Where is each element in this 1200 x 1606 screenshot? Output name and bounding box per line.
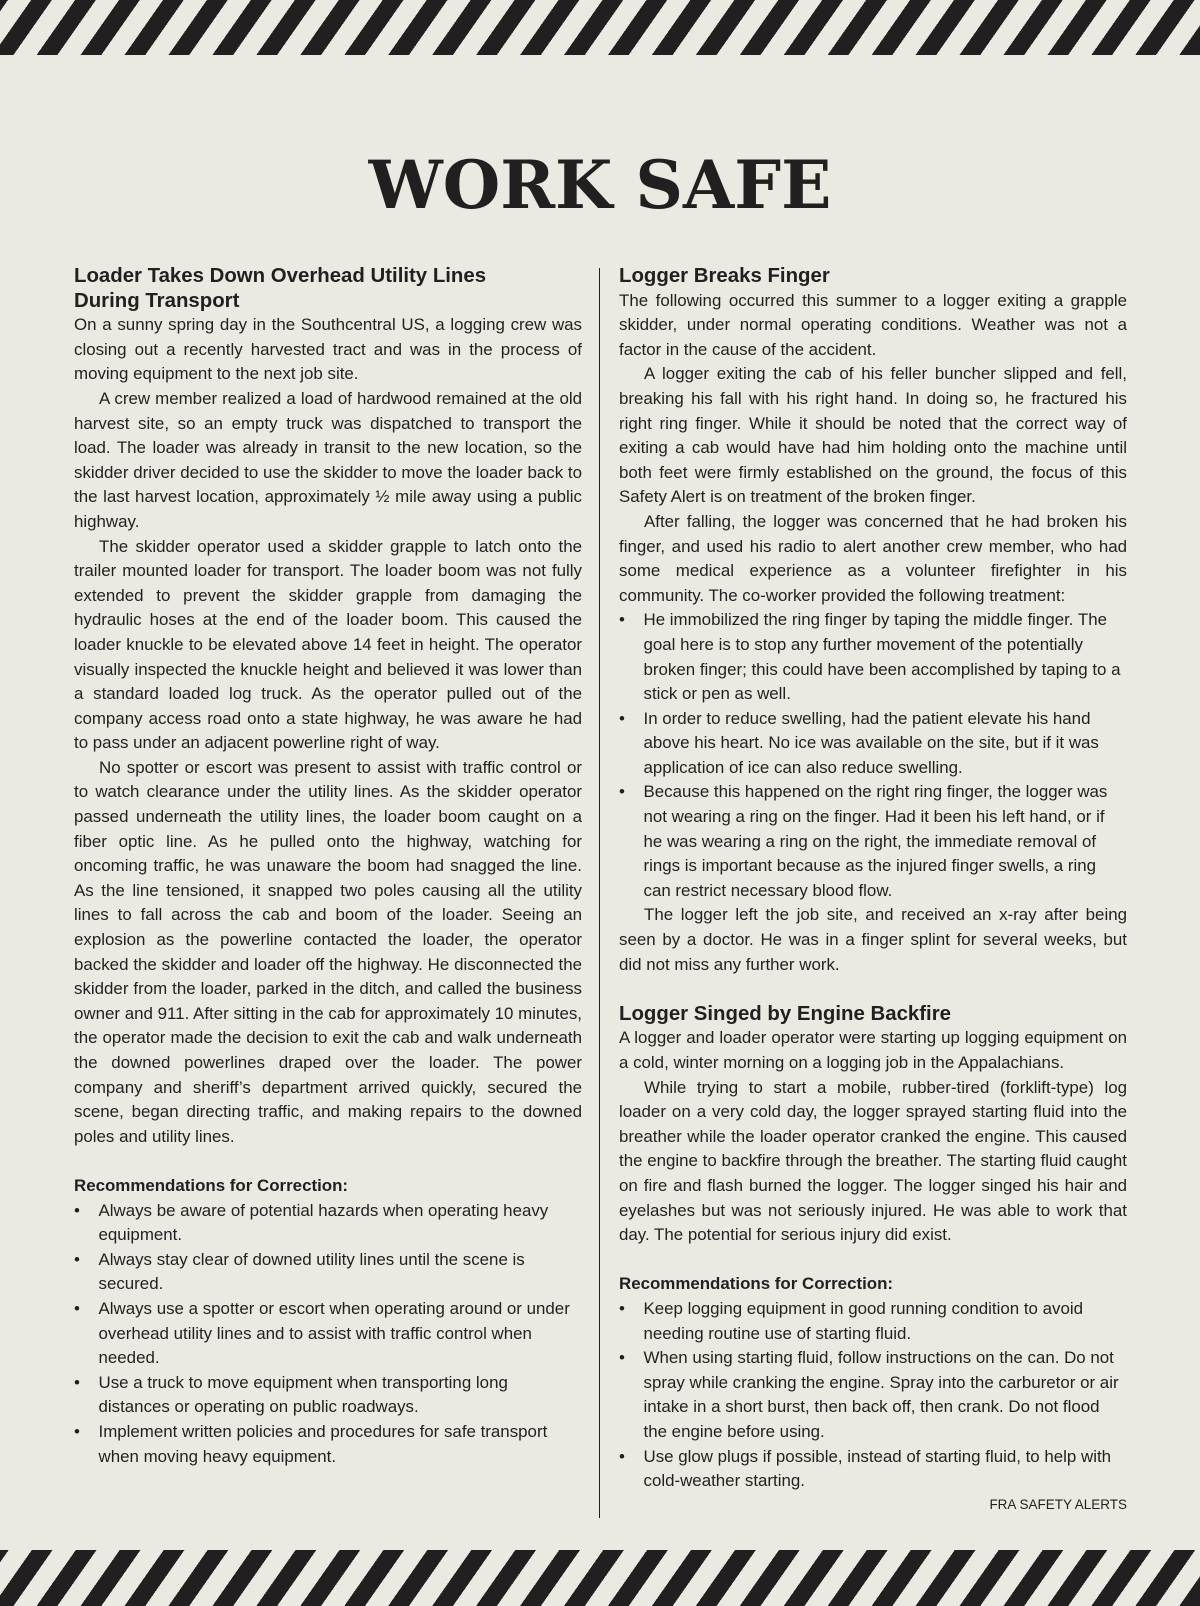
list-item: • Because this happened on the right ring finger, the logger was not wearing a ring on the finger. Had it been his left hand, or if he was wearing a ring on the right, the immediate removal of rings is important because as the injured finger swells, a ring can restrict necessary blood flow. [619, 780, 1127, 903]
list-item: • He immobilized the ring finger by taping the middle finger. The goal here is to stop any further movement of the potentially broken finger; this could have been accomplished by taping to a stick or pen as well. [619, 608, 1127, 706]
list-item: • Always be aware of potential hazards when operating heavy equipment. [74, 1199, 582, 1248]
paragraph: After falling, the logger was concerned that he had broken his finger, and used his radio to alert another crew member, who had some medical experience as a volunteer firefighter in his community. The co-worker provided the following treatment: [619, 511, 1127, 605]
paragraph: A logger and loader operator were starting up logging equipment on a cold, winter morning on a logging job in the Appalachians. [619, 1028, 1127, 1072]
paragraph: A crew member realized a load of hardwood remained at the old harvest site, so an empty truck was dispatched to transport the load. The loader was already in transit to the new location, so the skidder driver decided to use the skidder to move the loader back to the last harvest location, approximately ½ mile away using a public highway. [74, 388, 582, 531]
paragraph: The following occurred this summer to a logger exiting a grapple skidder, under normal operating conditions. Weather was not a factor in the cause of the accident. [619, 290, 1127, 359]
hazard-stripe-top [0, 0, 1200, 55]
paragraph: A logger exiting the cab of his feller buncher slipped and fell, breaking his fall with his right hand. In doing so, he fractured his right ring finger. While it should be noted that the correct way of exiting a cab would have had him holding onto the machine until both feet were firmly established on the ground, the focus of this Safety Alert is on treatment of the broken finger. [619, 364, 1127, 507]
right-column [619, 264, 1127, 1515]
recommendations-list [74, 1199, 582, 1470]
article-heading-finger: Logger Breaks Finger [619, 265, 830, 287]
treatment-list [619, 608, 1127, 903]
list-item: • In order to reduce swelling, had the patient elevate his hand above his heart. No ice was available on the site, but if it was application of ice can also reduce swelling. [619, 707, 1127, 781]
recommendations-heading: Recommendations for Correction: [619, 1274, 894, 1294]
article-heading-backfire: Logger Singed by Engine Backfire [619, 1002, 951, 1025]
list-item: • Always stay clear of downed utility lines until the scene is secured. [74, 1248, 582, 1297]
hazard-stripe-bottom [0, 1550, 1200, 1606]
paragraph: While trying to start a mobile, rubber-tired (forklift-type) log loader on a very cold day, the logger sprayed starting fluid into the breather while the loader operator cranked the engine. This caused the engine to backfire through the breather. The starting fluid caught on fire and flash burned the logger. The logger singed his hair and eyelashes but was not seriously injured. He was able to work that day. The potential for serious injury did exist. [619, 1077, 1127, 1245]
recommendations-heading: Recommendations for Correction: [74, 1175, 349, 1195]
paragraph: No spotter or escort was present to assist with traffic control or to watch clearance under the utility lines. As the skidder operator passed underneath the utility lines, the loader boom caught on a fiber optic line. As he pulled onto the highway, watching for oncoming traffic, he was unaware the boom had snagged the line. As the line tensioned, it snapped two poles causing all the utility lines to fall across the cab and boom of the loader. Seeing an explosion as the powerline contacted the loader, the operator backed the skidder and loader off the highway. He disconnected the skidder from the loader, parked in the ditch, and called the business owner and 911. After sitting in the cab for approximately 10 minutes, the operator made the decision to exit the cab and walk underneath the downed powerlines draped over the loader. The power company and sheriff’s department arrived quickly, secured the scene, began directing traffic, and making repairs to the downed poles and utility lines. [74, 757, 582, 1146]
list-item: • When using starting fluid, follow instructions on the can. Do not spray while cranking the engine. Spray into the carburetor or air intake in a short burst, then back off, then crank. Do not flood the engine before using. [619, 1346, 1127, 1444]
source-credit: FRA SAFETY ALERTS [989, 1496, 1127, 1512]
list-item: • Keep logging equipment in good running condition to avoid needing routine use of starting fluid. [619, 1297, 1127, 1346]
list-item: • Always use a spotter or escort when operating around or under overhead utility lines and to assist with traffic control when needed. [74, 1297, 582, 1371]
list-item: • Use glow plugs if possible, instead of starting fluid, to help with cold-weather starting. [619, 1445, 1127, 1494]
paragraph: On a sunny spring day in the Southcentral US, a logging crew was closing out a recently harvested tract and was in the process of moving equipment to the next job site. [74, 315, 582, 384]
paragraph: The skidder operator used a skidder grapple to latch onto the trailer mounted loader for transport. The loader boom was not fully extended to prevent the skidder grapple from damaging the hydraulic hoses at the end of the loader boom. This caused the loader knuckle to be elevated above 14 feet in height. The operator visually inspected the knuckle height and believed it was lower than a standard loaded log truck. As the operator pulled out of the company access road onto a state highway, he was aware he had to pass under an adjacent powerline right of way. [74, 536, 582, 753]
column-divider [599, 268, 600, 1518]
list-item: • Use a truck to move equipment when transporting long distances or operating on public roadways. [74, 1371, 582, 1420]
paragraph: The logger left the job site, and received an x-ray after being seen by a doctor. He was in a finger splint for several weeks, but did not miss any further work. [619, 905, 1127, 974]
page-title: WORK SAFE [368, 146, 832, 224]
recommendations-list [619, 1297, 1127, 1494]
article-heading-loader: Loader Takes Down Overhead Utility Lines During Transport [74, 265, 487, 312]
left-column [74, 264, 582, 1469]
list-item: • Implement written policies and procedures for safe transport when moving heavy equipment. [74, 1420, 582, 1469]
